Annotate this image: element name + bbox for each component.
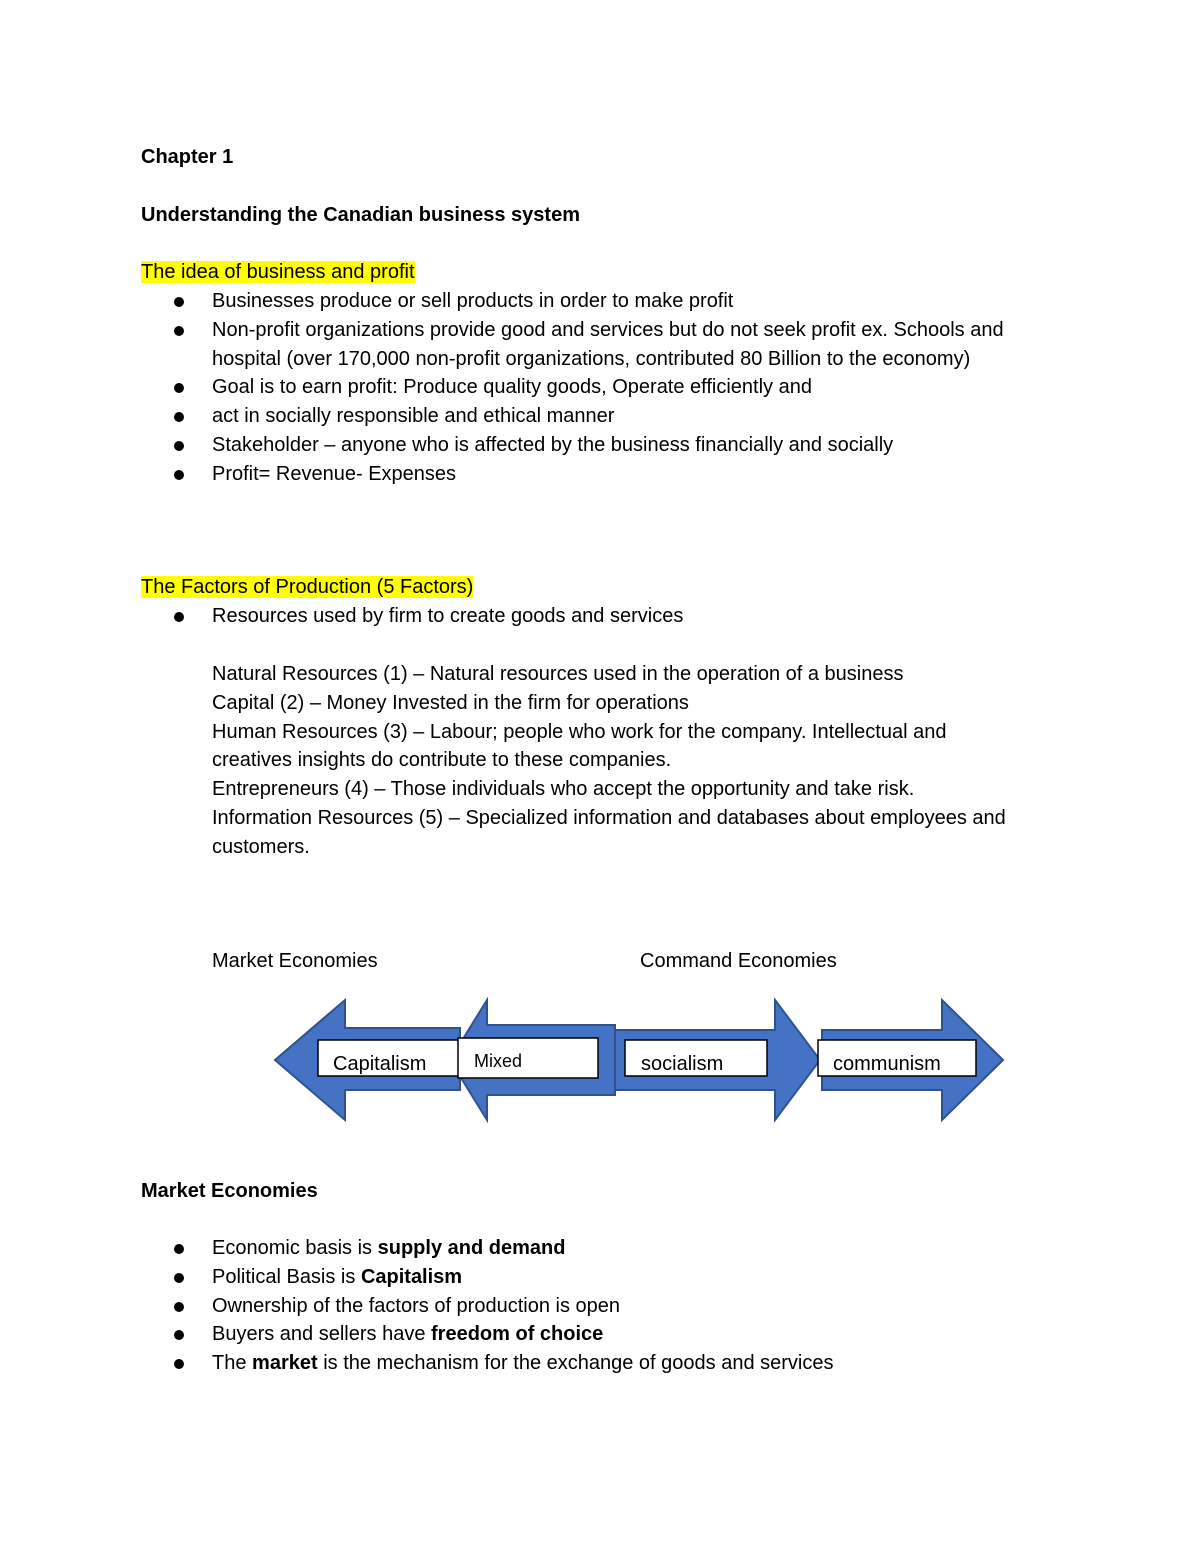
- socialism-text: socialism: [641, 1053, 724, 1075]
- mixed-text: Mixed: [474, 1051, 523, 1071]
- bullet-icon: [174, 1330, 184, 1340]
- bullet-icon: [174, 1244, 184, 1254]
- document-subtitle: Understanding the Canadian business system: [141, 204, 580, 226]
- bullet-icon: [174, 441, 184, 451]
- factor-information-resources: Information Resources (5) – Specialized information and databases about employees and customers.: [212, 806, 1006, 858]
- bullet-icon: [174, 297, 184, 307]
- factors-intro-list: [170, 602, 1072, 631]
- capitalism-text: Capitalism: [333, 1053, 427, 1075]
- factor-human-resources: Human Resources (3) – Labour; people who work for the company. Intellectual and creatives insights do contribute to these companies.: [212, 720, 947, 772]
- market-economies-label: Market Economies: [212, 950, 378, 972]
- list-item: Goal is to earn profit: Produce quality goods, Operate efficiently and: [170, 373, 1072, 402]
- list-item: Political Basis is Capitalism: [170, 1263, 1072, 1292]
- market-economies-list: [170, 1234, 1072, 1378]
- chapter-title: Chapter 1: [141, 146, 234, 168]
- list-item: Stakeholder – anyone who is affected by the business financially and socially: [170, 431, 1072, 460]
- bullet-icon: [174, 1302, 184, 1312]
- list-item: Profit= Revenue- Expenses: [170, 460, 1072, 489]
- bullet-icon: [174, 1273, 184, 1283]
- factor-natural-resources: Natural Resources (1) – Natural resources used in the operation of a business: [212, 663, 904, 685]
- list-item: Resources used by firm to create goods and services: [170, 602, 1072, 631]
- business-profit-list: [170, 287, 1072, 489]
- bullet-icon: [174, 1359, 184, 1369]
- section-heading-market-economies: Market Economies: [141, 1180, 318, 1202]
- list-item: Buyers and sellers have freedom of choice: [170, 1320, 1072, 1349]
- section-heading-factors: The Factors of Production (5 Factors): [141, 576, 474, 598]
- economy-spectrum-diagram: [0, 990, 1200, 1130]
- list-item: Ownership of the factors of production is open: [170, 1292, 1072, 1321]
- section-heading-business-profit: The idea of business and profit: [141, 261, 415, 283]
- list-item: Businesses produce or sell products in order to make profit: [170, 287, 1072, 316]
- factor-capital: Capital (2) – Money Invested in the firm for operations: [212, 691, 689, 714]
- bullet-icon: [174, 612, 184, 622]
- factors-list: [212, 660, 1082, 862]
- factor-entrepreneurs: Entrepreneurs (4) – Those individuals who accept the opportunity and take risk.: [212, 778, 915, 801]
- bullet-icon: [174, 383, 184, 393]
- bullet-icon: [174, 470, 184, 480]
- list-item: Economic basis is supply and demand: [170, 1234, 1072, 1263]
- bullet-icon: [174, 412, 184, 422]
- list-item: act in socially responsible and ethical manner: [170, 402, 1072, 431]
- communism-text: communism: [833, 1053, 941, 1075]
- list-item: Non-profit organizations provide good and services but do not seek profit ex. Schools and hospital (over 170,000 non-profit organizations, contributed 80 Billion to the economy): [170, 316, 1072, 374]
- bullet-icon: [174, 326, 184, 336]
- command-economies-label: Command Economies: [640, 950, 837, 972]
- list-item: The market is the mechanism for the exchange of goods and services: [170, 1349, 1072, 1378]
